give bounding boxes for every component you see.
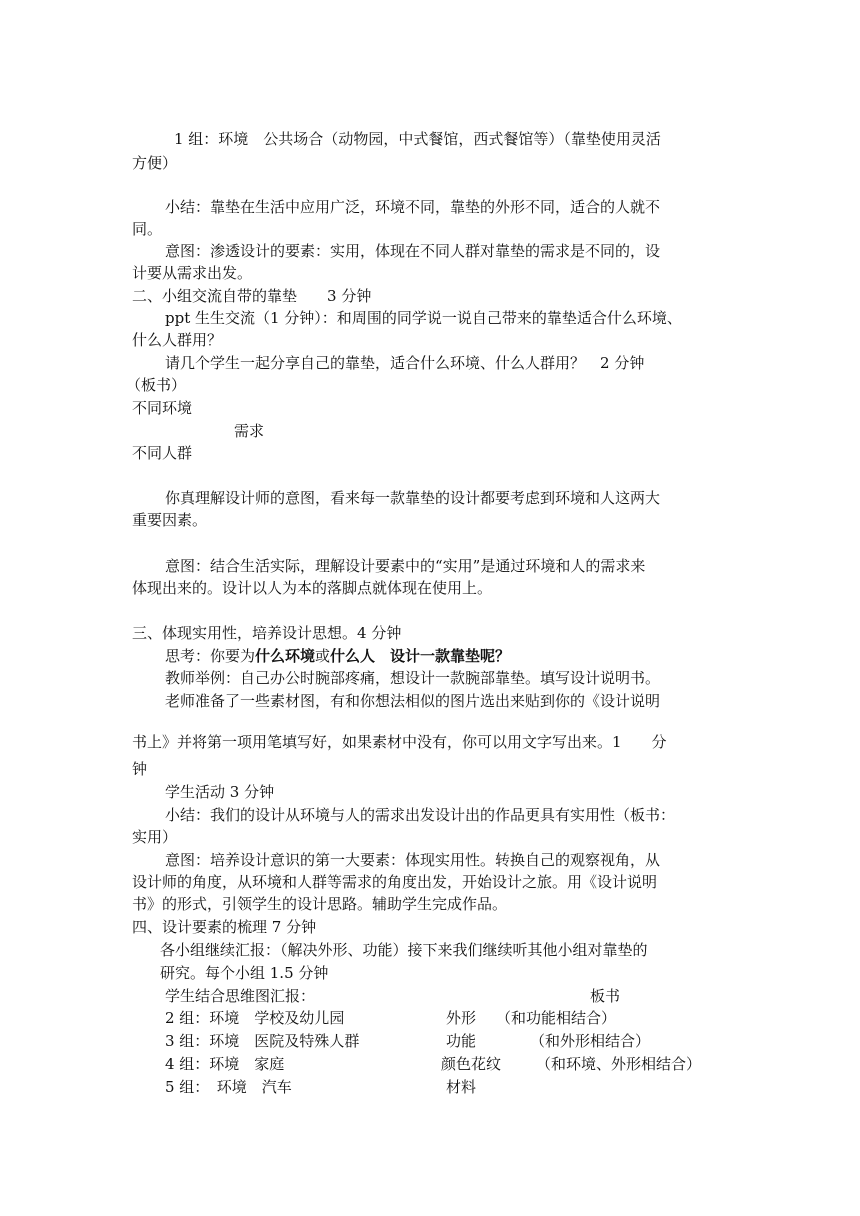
ppt-line1: ppt 生生交流（1 分钟）：和周围的同学说一说自己带来的靠垫适合什么环境、 <box>165 309 682 327</box>
think-bold-people: 什么人 设计一款靠垫呢？ <box>330 647 511 665</box>
board-header: 板书 <box>590 987 621 1005</box>
mindmap-label: 学生结合思维图汇报： <box>165 987 316 1005</box>
intent3-line1: 意图：培养设计意识的第一大要素：体现实用性。转换自己的观察视角，从 <box>165 851 661 869</box>
intent1-line1: 意图：渗透设计的要素：实用，体现在不同人群对靠垫的需求是不同的，设 <box>165 242 661 260</box>
think-bold-environment: 什么环境 <box>255 647 316 665</box>
summary2-line2: 实用） <box>132 828 178 846</box>
summary2-line1: 小结：我们的设计从环境与人的需求出发设计出的作品更具有实用性（板书： <box>165 806 676 824</box>
section2-title: 二、小组交流自带的靠垫 3 分钟 <box>132 287 372 305</box>
group3-label: 3 组：环境 医院及特殊人群 <box>165 1032 360 1050</box>
board-people: 不同人群 <box>132 444 193 462</box>
group3-element: 功能 <box>446 1032 477 1050</box>
think-mid: 或 <box>315 647 331 665</box>
intent2-line2: 体现出来的。设计以人为本的落脚点就体现在使用上。 <box>132 579 493 597</box>
group5-element: 材料 <box>446 1078 477 1096</box>
intent2-line1: 意图：结合生活实际，理解设计要素中的“实用”是通过环境和人的需求来 <box>165 557 646 575</box>
board-label: （板书） <box>126 376 187 394</box>
group4-element: 颜色花纹 <box>441 1055 502 1073</box>
material-line2: 书上》并将第一项用笔填写好，如果素材中没有，你可以用文字写出来。1 分 <box>132 733 667 751</box>
group3-note: （和外形相结合） <box>530 1032 651 1050</box>
group2-note: （和功能相结合） <box>496 1009 617 1027</box>
share-line: 请几个学生一起分享自己的靠垫，适合什么环境、什么人群用？ 2 分钟 <box>165 354 645 372</box>
material-line1: 老师准备了一些素材图，有和你想法相似的图片选出来贴到你的《设计说明 <box>165 692 661 710</box>
summary1-line2: 同。 <box>132 220 163 238</box>
understand-line1: 你真理解设计师的意图，看来每一款靠垫的设计都要考虑到环境和人这两大 <box>165 489 661 507</box>
intent1-line2: 计要从需求出发。 <box>132 264 253 282</box>
section3-title: 三、体现实用性，培养设计思想。4 分钟 <box>132 624 402 642</box>
ppt-line2: 什么人群用？ <box>132 331 223 349</box>
think-line <box>165 645 510 667</box>
understand-line2: 重要因素。 <box>132 511 208 529</box>
report-line2: 研究。每个小组 1.5 分钟 <box>160 964 329 982</box>
group4-label: 4 组：环境 家庭 <box>165 1055 285 1073</box>
board-need: 需求 <box>234 422 265 440</box>
group5-label: 5 组： 环境 汽车 <box>165 1078 292 1096</box>
summary1-line1: 小结：靠垫在生活中应用广泛，环境不同，靠垫的外形不同，适合的人就不 <box>165 198 661 216</box>
group2-element: 外形 <box>446 1009 477 1027</box>
think-prefix: 思考：你要为 <box>165 647 256 665</box>
group4-note: （和环境、外形相结合） <box>536 1055 702 1073</box>
group1-line2: 方便） <box>132 154 178 172</box>
group1-line1: 1 组：环境 公共场合（动物园，中式餐馆，西式餐馆等）（靠垫使用灵活 <box>174 130 661 148</box>
material-line3: 钟 <box>132 760 148 778</box>
board-env: 不同环境 <box>132 399 193 417</box>
intent3-line2: 设计师的角度，从环境和人群等需求的角度出发，开始设计之旅。用《设计说明 <box>132 873 658 891</box>
student-activity: 学生活动 3 分钟 <box>165 783 275 801</box>
group2-label: 2 组：环境 学校及幼儿园 <box>165 1009 345 1027</box>
section4-title: 四、设计要素的梳理 7 分钟 <box>132 918 317 936</box>
teacher-example: 教师举例：自己办公时腕部疼痛，想设计一款腕部靠垫。填写设计说明书。 <box>165 669 661 687</box>
report-line1: 各小组继续汇报：（解决外形、功能）接下来我们继续听其他小组对靠垫的 <box>160 941 648 959</box>
intent3-line3: 书》的形式，引领学生的设计思路。辅助学生完成作品。 <box>132 895 508 913</box>
